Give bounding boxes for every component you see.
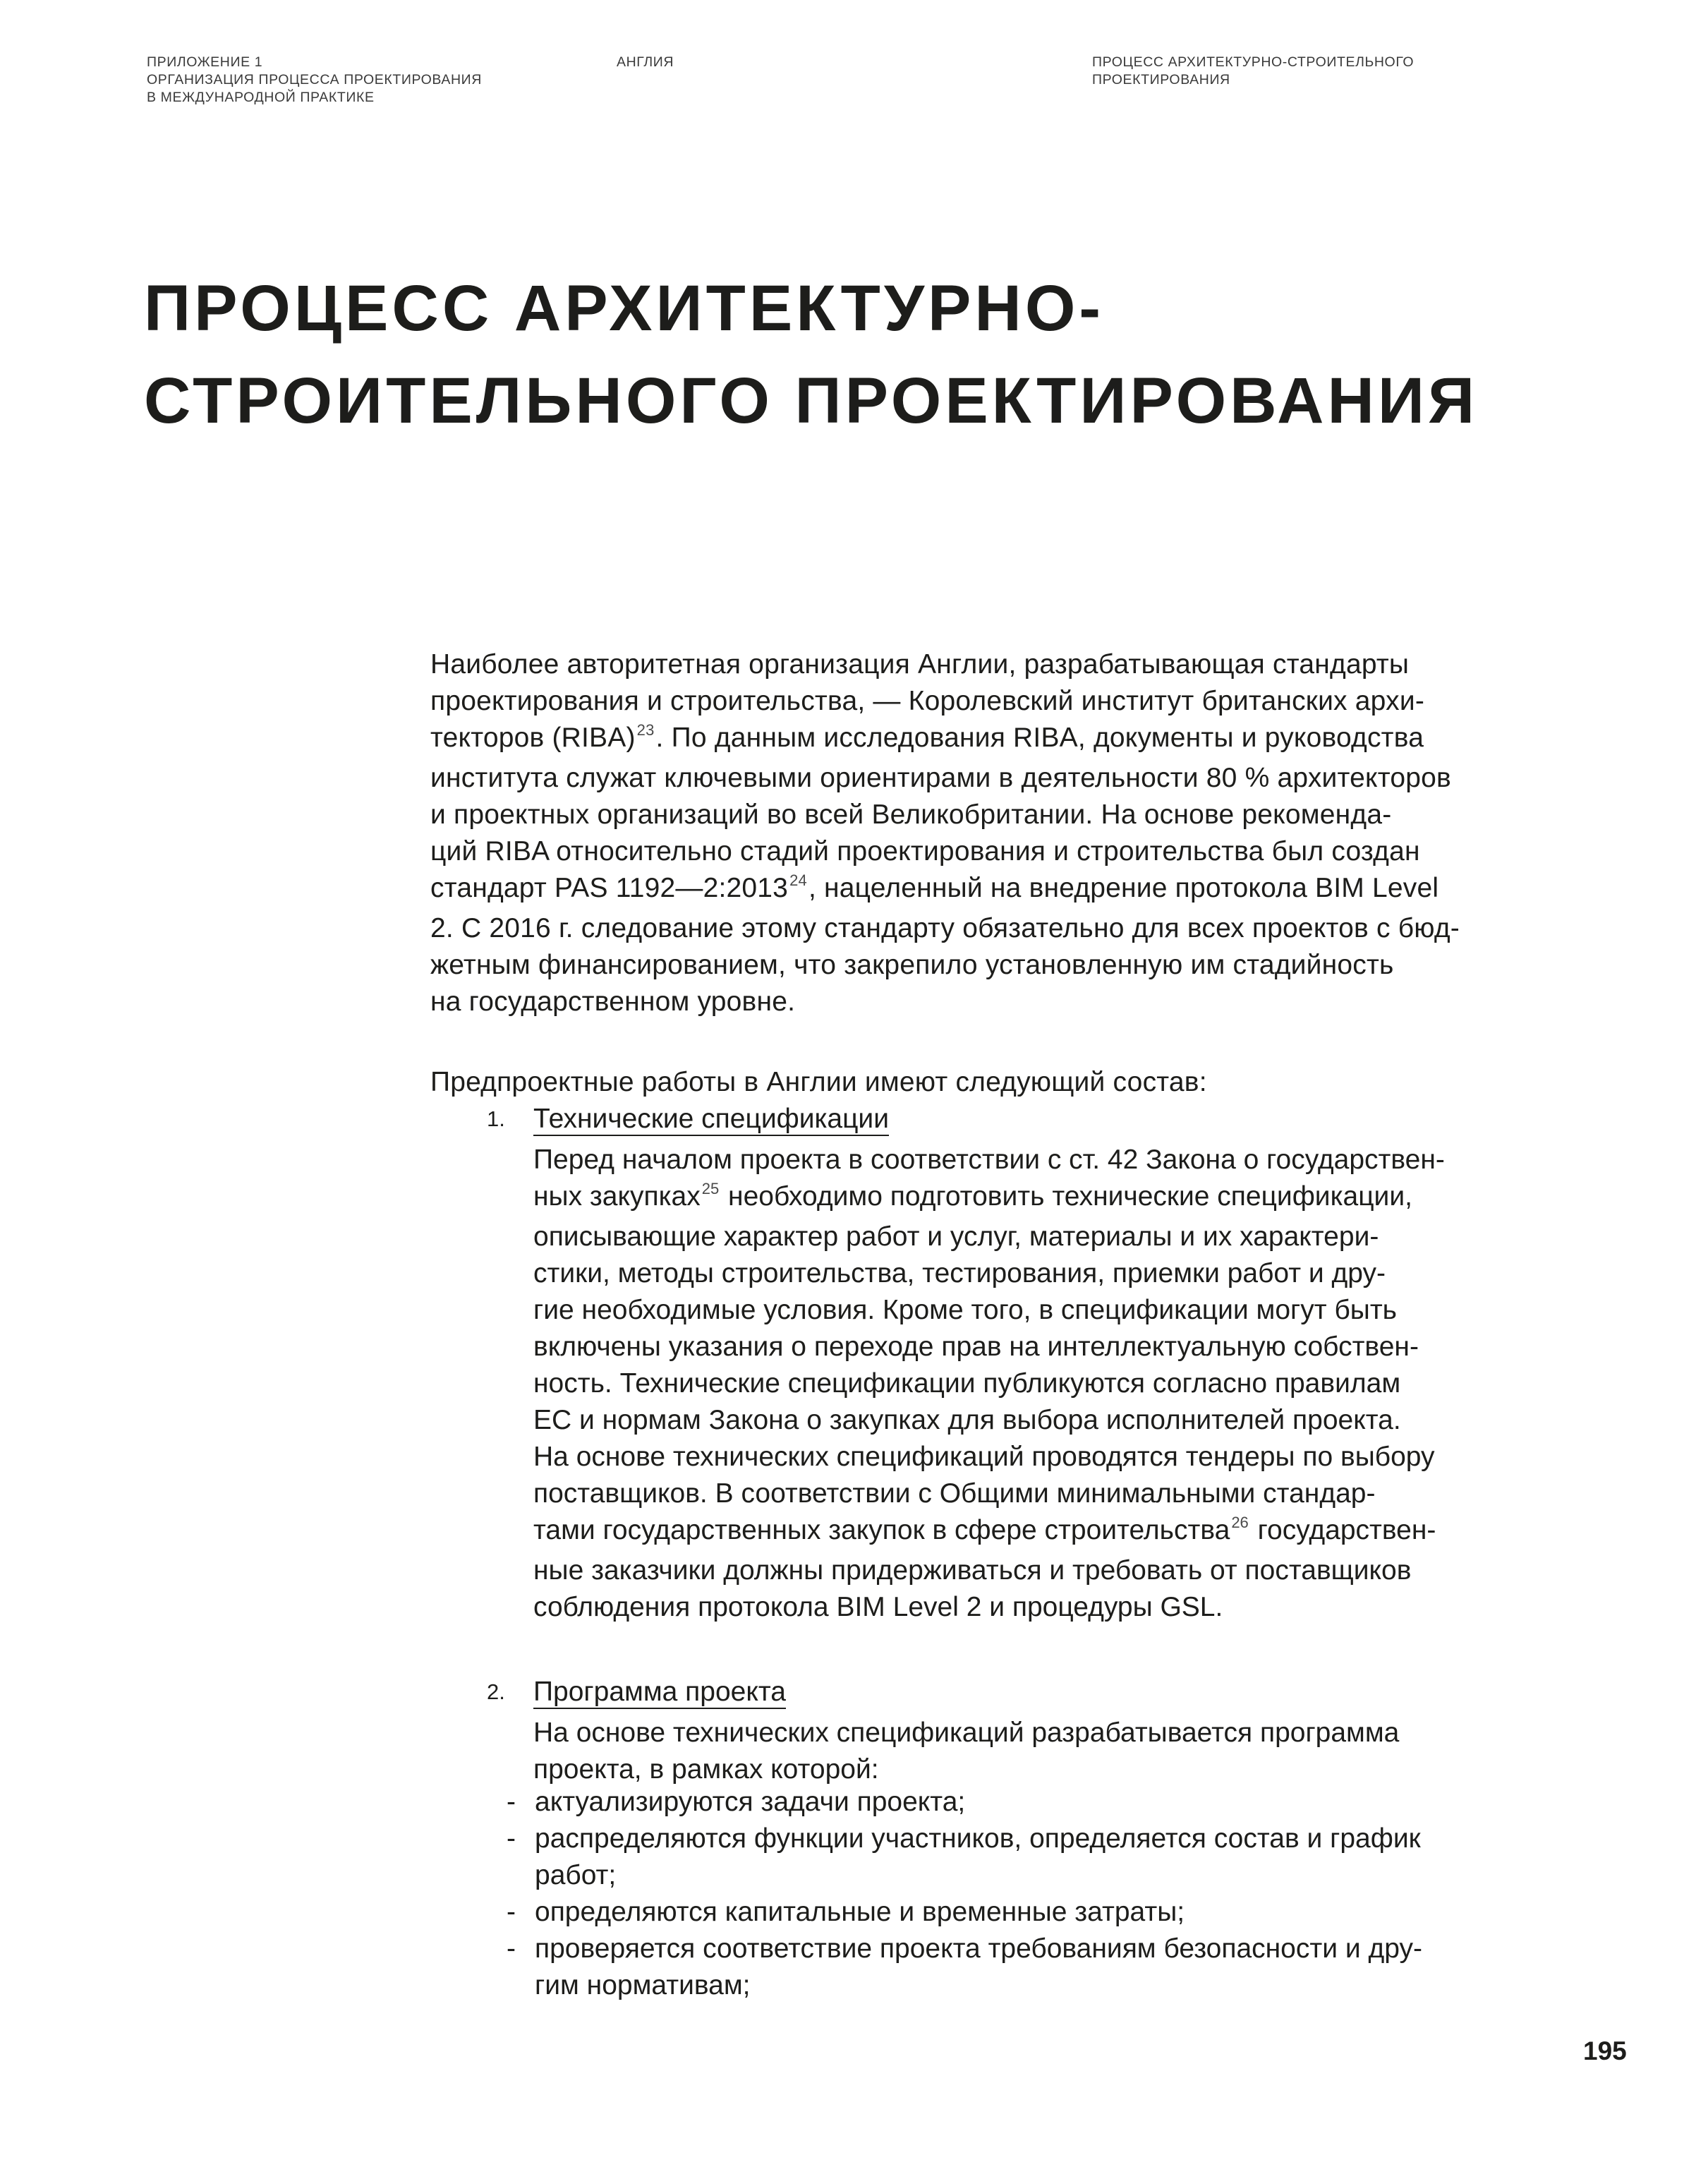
- text-segment: стандарт PAS 1192—2:2013: [430, 873, 789, 903]
- header-left-line: В МЕЖДУНАРОДНОЙ ПРАКТИКЕ: [147, 90, 375, 105]
- header-right-line: ПРОЕКТИРОВАНИЯ: [1092, 72, 1230, 87]
- item-number: 1.: [487, 1106, 505, 1131]
- text-line: На основе технических спецификаций разрабатывается программа: [533, 1718, 1400, 1748]
- text-line: института служат ключевыми ориентирами в деятельности 80 % архитекторов: [430, 763, 1451, 793]
- dash-bullet: -: [507, 1823, 516, 1854]
- text-line: соблюдения протокола BIM Level 2 и процедуры GSL.: [533, 1592, 1223, 1622]
- list-item-text: проверяется соответствие проекта требованиям безопасности и дру-: [535, 1933, 1422, 1964]
- header-left-line: ОРГАНИЗАЦИЯ ПРОЦЕССА ПРОЕКТИРОВАНИЯ: [147, 72, 482, 87]
- text-segment: необходимо подготовить технические спецификации,: [720, 1181, 1412, 1212]
- running-header-middle: [617, 54, 674, 71]
- text-line: ций RIBA относительно стадий проектирования и строительства был создан: [430, 836, 1420, 867]
- text-line: на государственном уровне.: [430, 986, 796, 1017]
- list-item-text: гим нормативам;: [535, 1970, 751, 2000]
- text-line: Наиболее авторитетная организация Англии, разрабатывающая стандарты: [430, 649, 1410, 680]
- header-left-line: ПРИЛОЖЕНИЕ 1: [147, 54, 263, 70]
- text-line: и проектных организаций во всей Великобритании. На основе рекоменда-: [430, 799, 1392, 830]
- text-line: включены указания о переходе прав на интеллектуальную собствен-: [533, 1332, 1419, 1362]
- page-title: [144, 262, 1478, 447]
- list-item-text: распределяются функции участников, определяется состав и график: [535, 1823, 1421, 1854]
- text-line: ЕС и нормам Закона о закупках для выбора исполнителей проекта.: [533, 1405, 1401, 1435]
- text-segment: , нацеленный на внедрение протокола BIM Level: [808, 873, 1439, 903]
- item-body: [533, 1101, 1445, 1626]
- text-line: 2. С 2016 г. следование этому стандарту обязательно для всех проектов с бюд-: [430, 913, 1460, 943]
- item-heading: Программа проекта: [533, 1677, 786, 1709]
- text-line: [533, 1512, 1445, 1552]
- header-right-line: ПРОЦЕСС АРХИТЕКТУРНО-СТРОИТЕЛЬНОГО: [1092, 54, 1415, 70]
- text-segment: . По данным исследования RIBA, документы и руководства: [655, 723, 1424, 753]
- footnote-ref: 26: [1231, 1514, 1249, 1531]
- text-segment: текторов (RIBA): [430, 723, 636, 753]
- page-number: 195: [1583, 2036, 1627, 2065]
- text-line: Предпроектные работы в Англии имеют следующий состав:: [430, 1067, 1207, 1097]
- text-line: стики, методы строительства, тестирования, приемки работ и дру-: [533, 1258, 1386, 1288]
- intro-paragraph: [430, 646, 1545, 1020]
- bullet-list: [507, 1784, 1422, 2004]
- list-item: [507, 1894, 1422, 1931]
- text-line: проекта, в рамках которой:: [533, 1754, 879, 1785]
- text-line: гие необходимые условия. Кроме того, в спецификации могут быть: [533, 1295, 1398, 1325]
- list-item-text: актуализируются задачи проекта;: [535, 1787, 966, 1817]
- item-body: [533, 1674, 1399, 1788]
- list-item: [507, 1821, 1422, 1894]
- text-line: [430, 870, 1545, 910]
- header-middle-line: АНГЛИЯ: [617, 54, 674, 70]
- footnote-ref: 24: [789, 871, 807, 889]
- list-item: [507, 1784, 1422, 1821]
- text-line: Перед началом проекта в соответствии с ст. 42 Закона о государствен-: [533, 1145, 1445, 1175]
- dash-bullet: -: [507, 1897, 516, 1927]
- list-item-text: определяются капитальные и временные затраты;: [535, 1897, 1185, 1927]
- page-title-line: СТРОИТЕЛЬНОГО ПРОЕКТИРОВАНИЯ: [144, 365, 1479, 437]
- running-header-left: [147, 54, 482, 107]
- text-segment: ных закупках: [533, 1181, 701, 1212]
- item-number: 2.: [487, 1679, 505, 1704]
- text-line: [533, 1178, 1445, 1219]
- item-heading: Технические спецификации: [533, 1104, 889, 1136]
- text-line: поставщиков. В соответствии с Общими минимальными стандар-: [533, 1478, 1376, 1509]
- text-segment: тами государственных закупок в сфере строительства: [533, 1515, 1230, 1545]
- footnote-ref: 25: [701, 1180, 720, 1197]
- list-item: [507, 1931, 1422, 2004]
- text-line: жетным финансированием, что закрепило установленную им стадийность: [430, 950, 1394, 980]
- text-line: ные заказчики должны придерживаться и требовать от поставщиков: [533, 1555, 1412, 1586]
- footnote-ref: 23: [636, 721, 655, 739]
- text-line: проектирования и строительства, — Королевский институт британских архи-: [430, 686, 1425, 716]
- text-line: ность. Технические спецификации публикуются согласно правилам: [533, 1368, 1401, 1399]
- lead-in-text: [430, 1064, 1545, 1101]
- text-line: [430, 720, 1545, 760]
- page-title-line: ПРОЦЕСС АРХИТЕКТУРНО-: [144, 272, 1105, 344]
- dash-bullet: -: [507, 1933, 516, 1964]
- text-line: описывающие характер работ и услуг, материалы и их характери-: [533, 1221, 1379, 1252]
- running-header-right: [1092, 54, 1414, 89]
- dash-bullet: -: [507, 1787, 516, 1817]
- text-segment: государствен-: [1249, 1515, 1436, 1545]
- list-item-text: работ;: [535, 1860, 617, 1890]
- text-line: На основе технических спецификаций проводятся тендеры по выбору: [533, 1442, 1435, 1472]
